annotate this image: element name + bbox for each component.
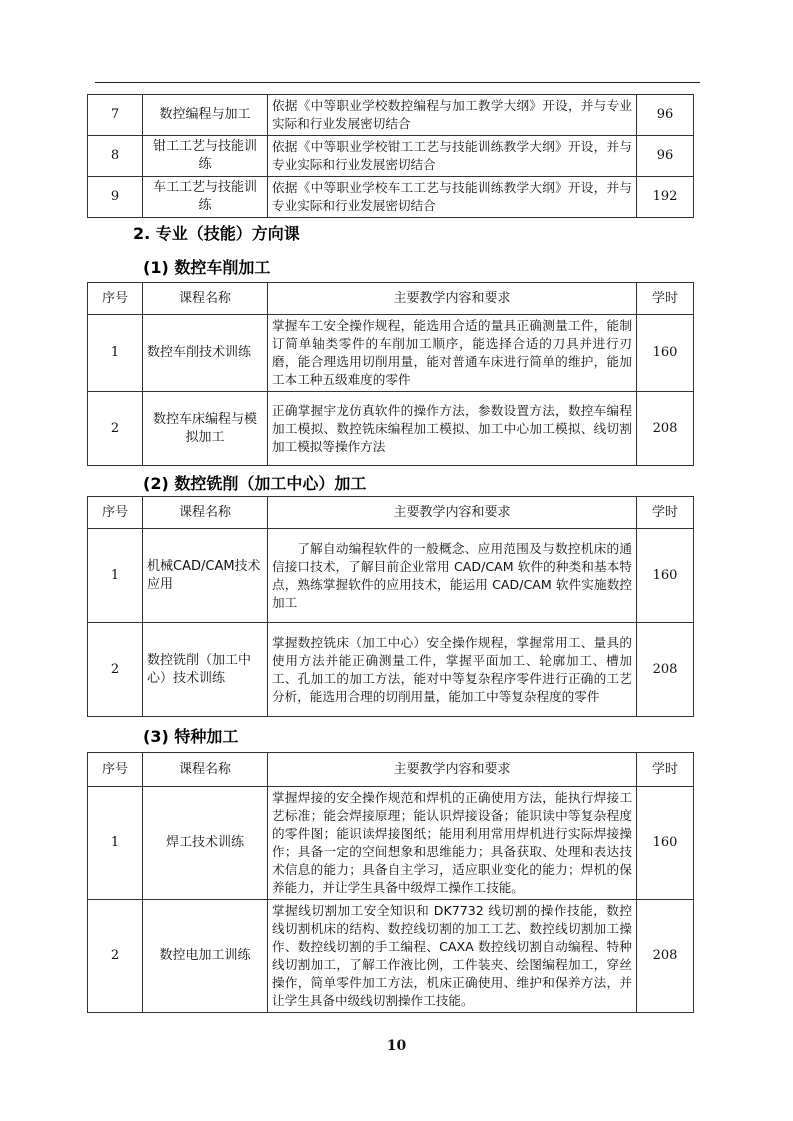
- course-hours: 96: [637, 136, 694, 177]
- course-hours: 208: [637, 900, 694, 1013]
- row-number: 2: [88, 900, 143, 1013]
- page-number: 10: [386, 1038, 407, 1054]
- course-hours: 208: [637, 623, 694, 717]
- course-hours: 160: [637, 315, 694, 392]
- table-header-row: [88, 497, 694, 529]
- table-row: [88, 392, 694, 466]
- course-name: 钳工工艺与技能训练: [143, 136, 268, 177]
- table-row: [88, 529, 694, 623]
- column-header-content: 主要教学内容和要求: [268, 283, 637, 315]
- course-table-continued: [87, 94, 694, 218]
- course-name: 数控车床编程与模拟加工: [143, 392, 268, 466]
- column-header-name: 课程名称: [143, 497, 268, 529]
- course-hours: 208: [637, 392, 694, 466]
- row-number: 2: [88, 392, 143, 466]
- course-content: 掌握车工安全操作规程，能选用合适的量具正确测量工件，能制订简单轴类零件的车削加工顺序，能选择合适的刀具并进行刃磨，能合理选用切削用量，能对普通车床进行简单的维护，能加工本工种五级难度的零件: [268, 315, 637, 392]
- table-row: [88, 623, 694, 717]
- course-hours: 160: [637, 787, 694, 900]
- row-number: 1: [88, 315, 143, 392]
- course-content: 依据《中等职业学校数控编程与加工教学大纲》开设，并与专业实际和行业发展密切结合: [268, 95, 637, 136]
- course-table-milling: [87, 496, 694, 717]
- table-row: [88, 177, 694, 218]
- column-header-no: 序号: [88, 753, 143, 787]
- course-name: 车工工艺与技能训练: [143, 177, 268, 218]
- section-heading: 2. 专业（技能）方向课: [133, 224, 300, 243]
- column-header-no: 序号: [88, 497, 143, 529]
- column-header-name: 课程名称: [143, 283, 268, 315]
- column-header-content: 主要教学内容和要求: [268, 753, 637, 787]
- column-header-name: 课程名称: [143, 753, 268, 787]
- course-content: 正确掌握宇龙仿真软件的操作方法，参数设置方法，数控车编程加工模拟、数控铣床编程加工模拟、加工中心加工模拟、线切割加工模拟等操作方法: [268, 392, 637, 466]
- row-number: 7: [88, 95, 143, 136]
- course-name: 机械CAD/CAM技术应用: [143, 529, 268, 623]
- subsection-heading: (3) 特种加工: [143, 727, 239, 746]
- subsection-heading: (2) 数控铣削（加工中心）加工: [143, 474, 367, 493]
- course-hours: 192: [637, 177, 694, 218]
- column-header-hours: 学时: [637, 753, 694, 787]
- row-number: 9: [88, 177, 143, 218]
- course-content: 掌握线切割加工安全知识和 DK7732 线切割的操作技能，数控线切割机床的结构、数控线切割的加工工艺、数控线切割加工操作、数控线切割的手工编程、CAXA 数控线切割自动编程、特种线切割加工，了解工作液比例，工件装夹、绘图编程加工，穿丝操作，简单零件加工方法，机床正确使用、维护和保养方法，并让学生具备中级线切割操作工技能。: [268, 900, 637, 1013]
- column-header-hours: 学时: [637, 283, 694, 315]
- course-name: 焊工技术训练: [143, 787, 268, 900]
- course-content: 掌握数控铣床（加工中心）安全操作规程，掌握常用工、量具的使用方法并能正确测量工件，掌握平面加工、轮廓加工、槽加工、孔加工的加工方法，能对中等复杂程序零件进行正确的工艺分析，能选用合理的切削用量，能加工中等复杂程度的零件: [268, 623, 637, 717]
- course-table-turning: [87, 282, 694, 466]
- table-header-row: [88, 283, 694, 315]
- column-header-no: 序号: [88, 283, 143, 315]
- subsection-heading: (1) 数控车削加工: [143, 258, 271, 277]
- table-row: [88, 900, 694, 1013]
- table-row: [88, 787, 694, 900]
- course-name: 数控编程与加工: [143, 95, 268, 136]
- row-number: 1: [88, 529, 143, 623]
- table-row: [88, 136, 694, 177]
- column-header-hours: 学时: [637, 497, 694, 529]
- column-header-content: 主要教学内容和要求: [268, 497, 637, 529]
- table-row: [88, 315, 694, 392]
- row-number: 1: [88, 787, 143, 900]
- row-number: 2: [88, 623, 143, 717]
- table-row: [88, 95, 694, 136]
- course-name: 数控铣削（加工中心）技术训练: [143, 623, 268, 717]
- course-hours: 160: [637, 529, 694, 623]
- course-table-special: [87, 752, 694, 1013]
- course-content: 了解自动编程软件的一般概念、应用范围及与数控机床的通信接口技术，了解目前企业常用 CAD/CAM 软件的种类和基本特点，熟练掌握软件的应用技术，能运用 CAD/CAM 软件实施数控加工: [268, 529, 637, 623]
- course-name: 数控电加工训练: [143, 900, 268, 1013]
- table-header-row: [88, 753, 694, 787]
- course-content: 掌握焊接的安全操作规范和焊机的正确使用方法，能执行焊接工艺标准；能会焊接原理；能认识焊接设备；能识读中等复杂程度的零件图；能识读焊接图纸；能用利用常用焊机进行实际焊接操作；具备一定的空间想象和思维能力；具备获取、处理和表达技术信息的能力；具备自主学习，适应职业变化的能力；焊机的保养能力，并让学生具备中级焊工操作工技能。: [268, 787, 637, 900]
- course-hours: 96: [637, 95, 694, 136]
- course-name: 数控车削技术训练: [143, 315, 268, 392]
- row-number: 8: [88, 136, 143, 177]
- header-rule: [95, 82, 700, 83]
- course-content: 依据《中等职业学校车工工艺与技能训练教学大纲》开设，并与专业实际和行业发展密切结合: [268, 177, 637, 218]
- course-content: 依据《中等职业学校钳工工艺与技能训练教学大纲》开设，并与专业实际和行业发展密切结合: [268, 136, 637, 177]
